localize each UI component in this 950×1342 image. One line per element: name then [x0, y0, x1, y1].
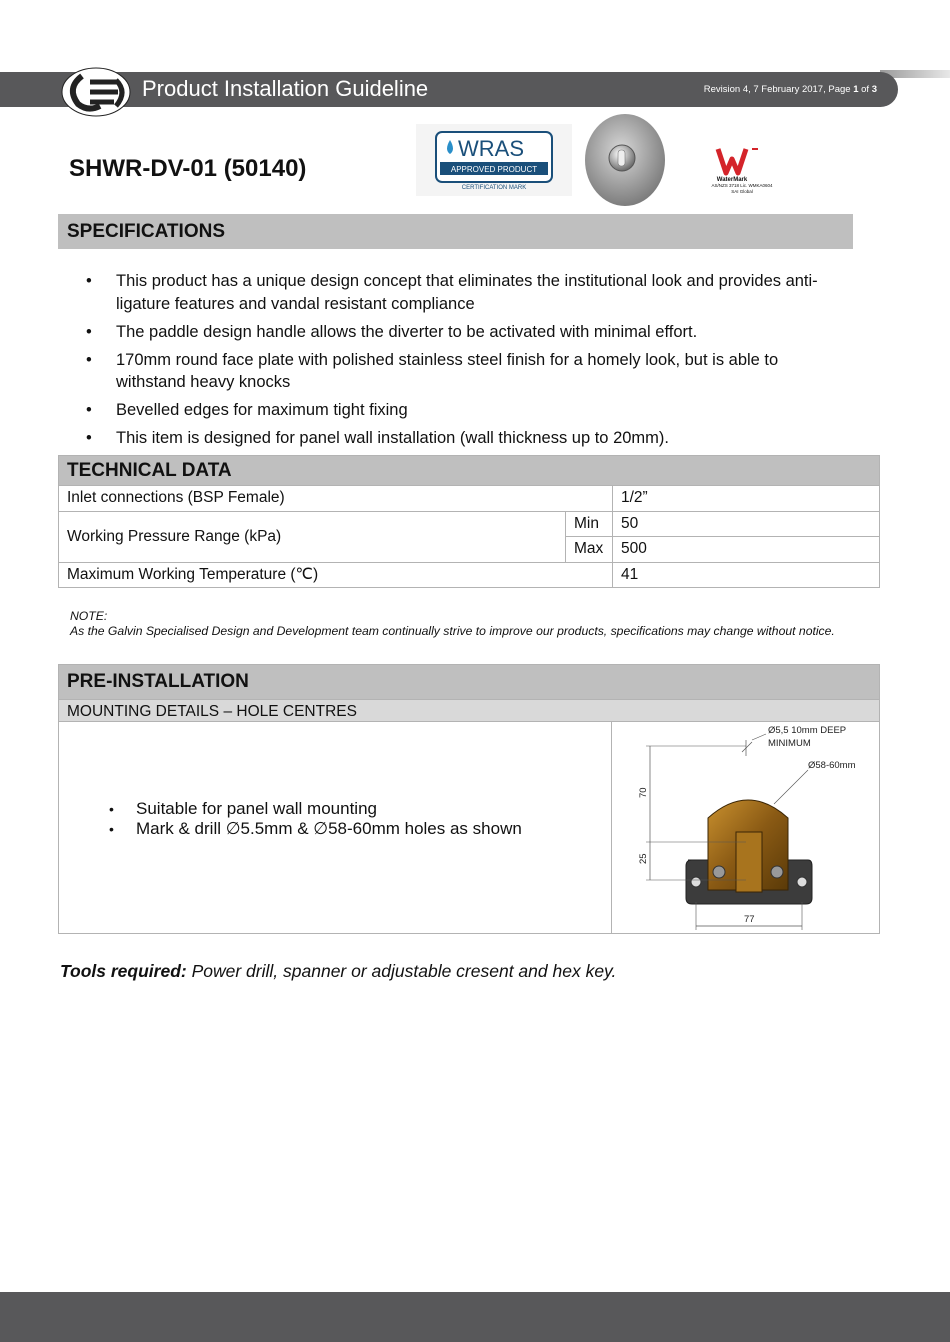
wras-logo: [416, 124, 572, 196]
pressure-label: Working Pressure Range (kPa): [59, 511, 566, 562]
list-item: • 170mm round face plate with polished stainless steel finish for a homely look, but is able to withstand heavy knocks: [86, 349, 846, 394]
technical-data-table: [58, 455, 880, 588]
bolt-icon: [771, 866, 783, 878]
product-photo: [572, 110, 678, 208]
hole-small-label-2: MINIMUM: [768, 738, 811, 749]
inlet-value: 1/2”: [613, 486, 880, 512]
technical-data-heading: TECHNICAL DATA: [59, 456, 880, 486]
footer-bar: [0, 1292, 950, 1342]
dimension-70-label: 70: [638, 787, 649, 798]
list-item: • This product has a unique design concept that eliminates the institutional look and provides anti-ligature features and vandal resistant compliance: [86, 270, 846, 315]
inlet-label: Inlet connections (BSP Female): [59, 486, 613, 512]
galvin-logo-icon: [60, 66, 132, 118]
watermark-w-icon: [718, 149, 746, 173]
wras-mark-text: CERTIFICATION MARK: [461, 185, 527, 191]
min-label: Min: [566, 511, 613, 537]
table-row: [59, 562, 880, 588]
tools-required: [60, 961, 616, 982]
bolt-icon: [713, 866, 725, 878]
header-title: Product Installation Guideline: [142, 76, 429, 101]
revision-text: Revision 4, 7 February 2017, Page: [703, 84, 854, 95]
watermark-title: WaterMark: [716, 177, 748, 183]
temperature-value: 41: [613, 562, 880, 588]
tools-text: Power drill, spanner or adjustable cresent and hex key.: [186, 961, 617, 981]
min-value: 50: [613, 511, 880, 537]
screw-hole-icon: [691, 877, 701, 887]
note: [70, 609, 850, 638]
watermark-licence: AS/NZS 3718 Lic. WMKA0604: [711, 183, 773, 188]
temperature-label: Maximum Working Temperature (℃): [59, 562, 613, 588]
watermark-body: SAI Global: [731, 189, 753, 194]
wras-main-text: WRAS: [458, 136, 524, 161]
hole-large-label: Ø58-60mm: [808, 760, 856, 771]
revision-info: [704, 84, 877, 95]
note-text: As the Galvin Specialised Design and Development team continually strive to improve our products, specifications may change without notice.: [70, 623, 835, 638]
list-item: • Mark & drill ∅5.5mm & ∅58-60mm holes as shown: [109, 819, 522, 839]
specifications-heading: SPECIFICATIONS: [58, 214, 853, 249]
screw-hole-icon: [797, 877, 807, 887]
list-item: • The paddle design handle allows the diverter to be activated with minimal effort.: [86, 321, 846, 344]
product-code: SHWR-DV-01 (50140): [69, 155, 307, 182]
page-sep: of: [858, 84, 872, 95]
mounting-details-subheading: MOUNTING DETAILS – HOLE CENTRES: [59, 699, 879, 722]
page-total: 3: [871, 84, 877, 95]
pre-installation-heading: PRE-INSTALLATION: [59, 665, 879, 699]
max-label: Max: [566, 537, 613, 563]
specifications-list: [86, 270, 846, 455]
watermark-logo: [706, 145, 782, 195]
table-row: [59, 456, 880, 486]
table-row: [59, 511, 880, 537]
note-label: NOTE:: [70, 609, 108, 623]
tools-label: Tools required:: [60, 961, 187, 981]
dimension-25-label: 25: [638, 853, 649, 864]
list-item: • Bevelled edges for maximum tight fixing: [86, 399, 846, 422]
list-item: • This item is designed for panel wall installation (wall thickness up to 20mm).: [86, 427, 846, 450]
pre-installation-list: [109, 799, 522, 839]
max-value: 500: [613, 537, 880, 563]
table-row: [59, 486, 880, 512]
list-item: • Suitable for panel wall mounting: [109, 799, 522, 819]
wras-approved-text: APPROVED PRODUCT: [450, 165, 538, 174]
mounting-diagram: [612, 722, 878, 932]
page-current: 1: [853, 84, 859, 95]
dimension-77-label: 77: [744, 914, 755, 925]
hole-small-label: Ø5,5 10mm DEEP: [768, 725, 847, 736]
